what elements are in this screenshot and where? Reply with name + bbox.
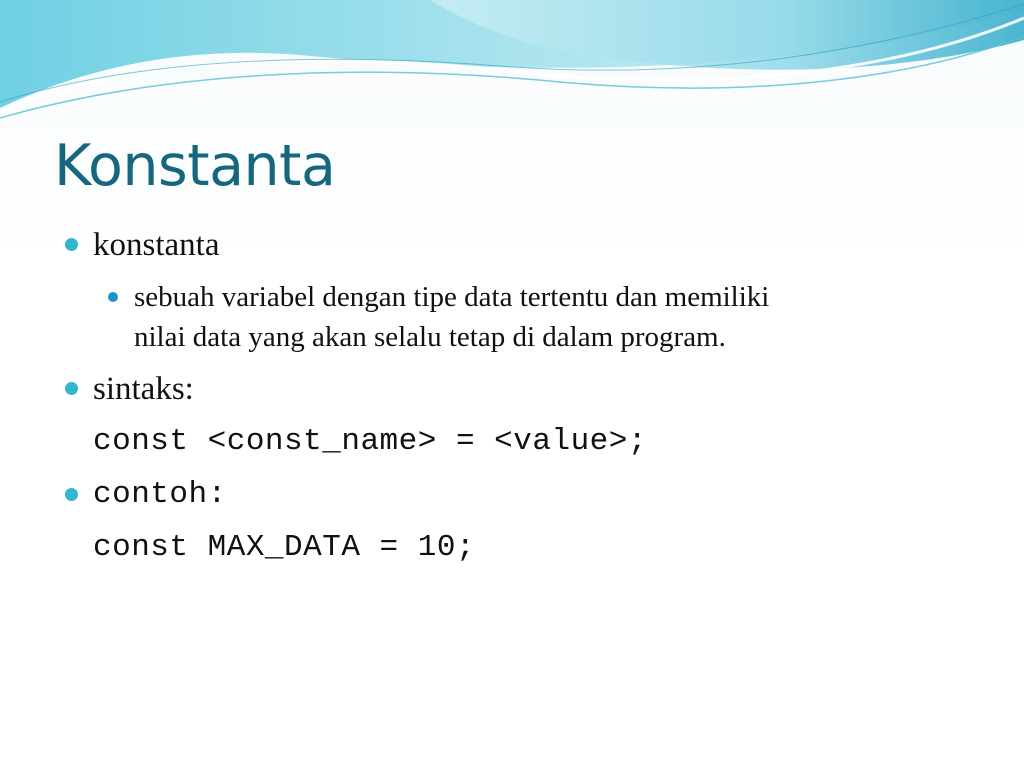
bullet-text: konstanta [93, 227, 220, 263]
round-bullet-icon [65, 382, 78, 395]
round-bullet-icon [65, 238, 78, 251]
bullet-text: contoh: [93, 477, 227, 512]
round-bullet-icon [65, 488, 78, 501]
header-wave-decoration [0, 0, 1024, 130]
sub-bullet-text-line1: sebuah variabel dengan tipe data tertentu dan memiliki [134, 281, 770, 313]
sub-bullet-text-line2: nilai data yang akan selalu tetap di dalam program. [134, 321, 726, 353]
slide-title: Konstanta [54, 133, 336, 199]
small-round-bullet-icon [108, 292, 118, 302]
bullet-text: sintaks: [93, 371, 194, 407]
code-text: const MAX_DATA = 10; [93, 530, 476, 565]
code-text: const <const_name> = <value>; [93, 424, 647, 459]
